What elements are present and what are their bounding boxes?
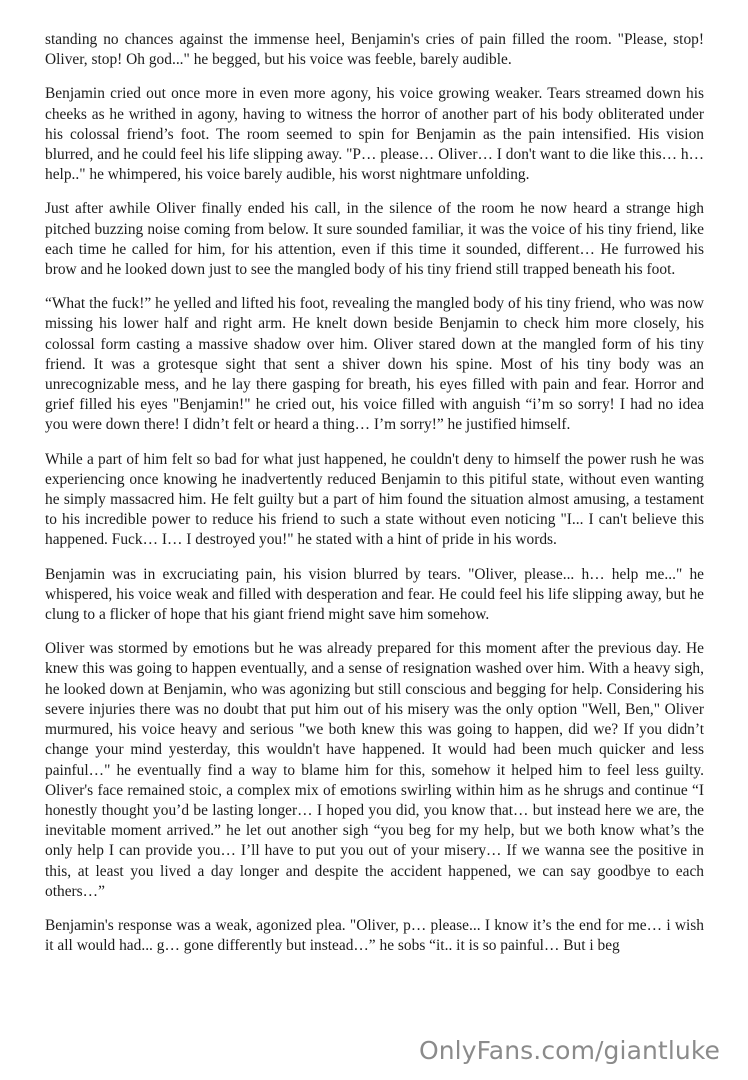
- story-paragraph: While a part of him felt so bad for what just happened, he couldn't deny to himself the power rush he was experiencing once knowing he inadvertently reduced Benjamin to this pitiful state, without even wanting he simply massacred him. He felt guilty but a part of him found the situation almost amusing, a testament to his incredible power to reduce his friend to such a state without even noticing "I... I can't believe this happened. Fuck… I… I destroyed you!" he stated with a hint of pride in his words.: [45, 450, 704, 549]
- story-paragraph: Benjamin's response was a weak, agonized plea. "Oliver, p… please... I know it’s the end for me… i wish it all would had... g… gone differently but instead…” he sobs “it.. it is so painful… But i beg: [45, 916, 704, 955]
- story-paragraph: Benjamin was in excruciating pain, his vision blurred by tears. "Oliver, please... h… help me..." he whispered, his voice weak and filled with desperation and fear. He could feel his life slipping away, but he clung to a flicker of hope that his giant friend might save him somehow.: [45, 565, 704, 624]
- onlyfans-watermark: OnlyFans.com/giantluke: [418, 1036, 720, 1065]
- story-paragraph: “What the fuck!” he yelled and lifted his foot, revealing the mangled body of his tiny friend, who was now missing his lower half and right arm. He knelt down beside Benjamin to check him more closely, his colossal form casting a massive shadow over him. Oliver stared down at the mangled form of his tiny friend. It was a grotesque sight that sent a shiver down his spine. Most of his tiny body was an unrecognizable mess, and he lay there gasping for breath, his eyes filled with pain and fear. Horror and grief filled his eyes "Benjamin!" he cried out, his voice filled with anguish “i’m so sorry! I had no idea you were down there! I didn’t felt or heard a thing… I’m sorry!” he justified himself.: [45, 295, 704, 434]
- story-paragraph: Just after awhile Oliver finally ended his call, in the silence of the room he now heard a strange high pitched buzzing noise coming from below. It sure sounded familiar, it was the voice of his tiny friend, like each time he called for him, for his attention, even if this time it sounded, different… He furrowed his brow and he looked down just to see the mangled body of his tiny friend still trapped beneath his foot.: [45, 200, 704, 279]
- story-text-body: [45, 30, 704, 956]
- story-paragraph: standing no chances against the immense heel, Benjamin's cries of pain filled the room. "Please, stop! Oliver, stop! Oh god..." he begged, but his voice was feeble, barely audible.: [45, 31, 704, 69]
- story-paragraph: Benjamin cried out once more in even more agony, his voice growing weaker. Tears streamed down his cheeks as he writhed in agony, having to witness the horror of another part of his body obliterated under his colossal friend’s foot. The room seemed to spin for Benjamin as the pain intensified. His vision blurred, and he could feel his life slipping away. "P… please… Oliver… I don't want to die like this… h… help.." he whimpered, his voice barely audible, his worst nightmare unfolding.: [45, 85, 704, 184]
- story-paragraph: Oliver was stormed by emotions but he was already prepared for this moment after the previous day. He knew this was going to happen eventually, and a sense of resignation washed over him. With a heavy sigh, he looked down at Benjamin, who was agonizing but still conscious and begging for help. Considering his severe injuries there was no doubt that put him out of his misery was the only option "Well, Ben," Oliver murmured, his voice heavy and serious "we both knew this was going to happen, did we? If you didn’t change your mind yesterday, this wouldn't have happened. It would had been much quicker and less painful…" he eventually find a way to blame him for this, somehow it helped him to feel less guilty. Oliver's face remained stoic, a complex mix of emotions swirling within him as he shrugs and continue “I honestly thought you’d be lasting longer… I hoped you did, you know that… but instead here we are, the inevitable moment arrived.” he let out another sigh “you beg for my help, but we both know what’s the only help I can provide you… I’ll have to put you out of your misery… If we wanna see the positive in this, at least you lived a day longer and despite the accident happened, we can say goodbye to each others…”: [45, 640, 704, 900]
